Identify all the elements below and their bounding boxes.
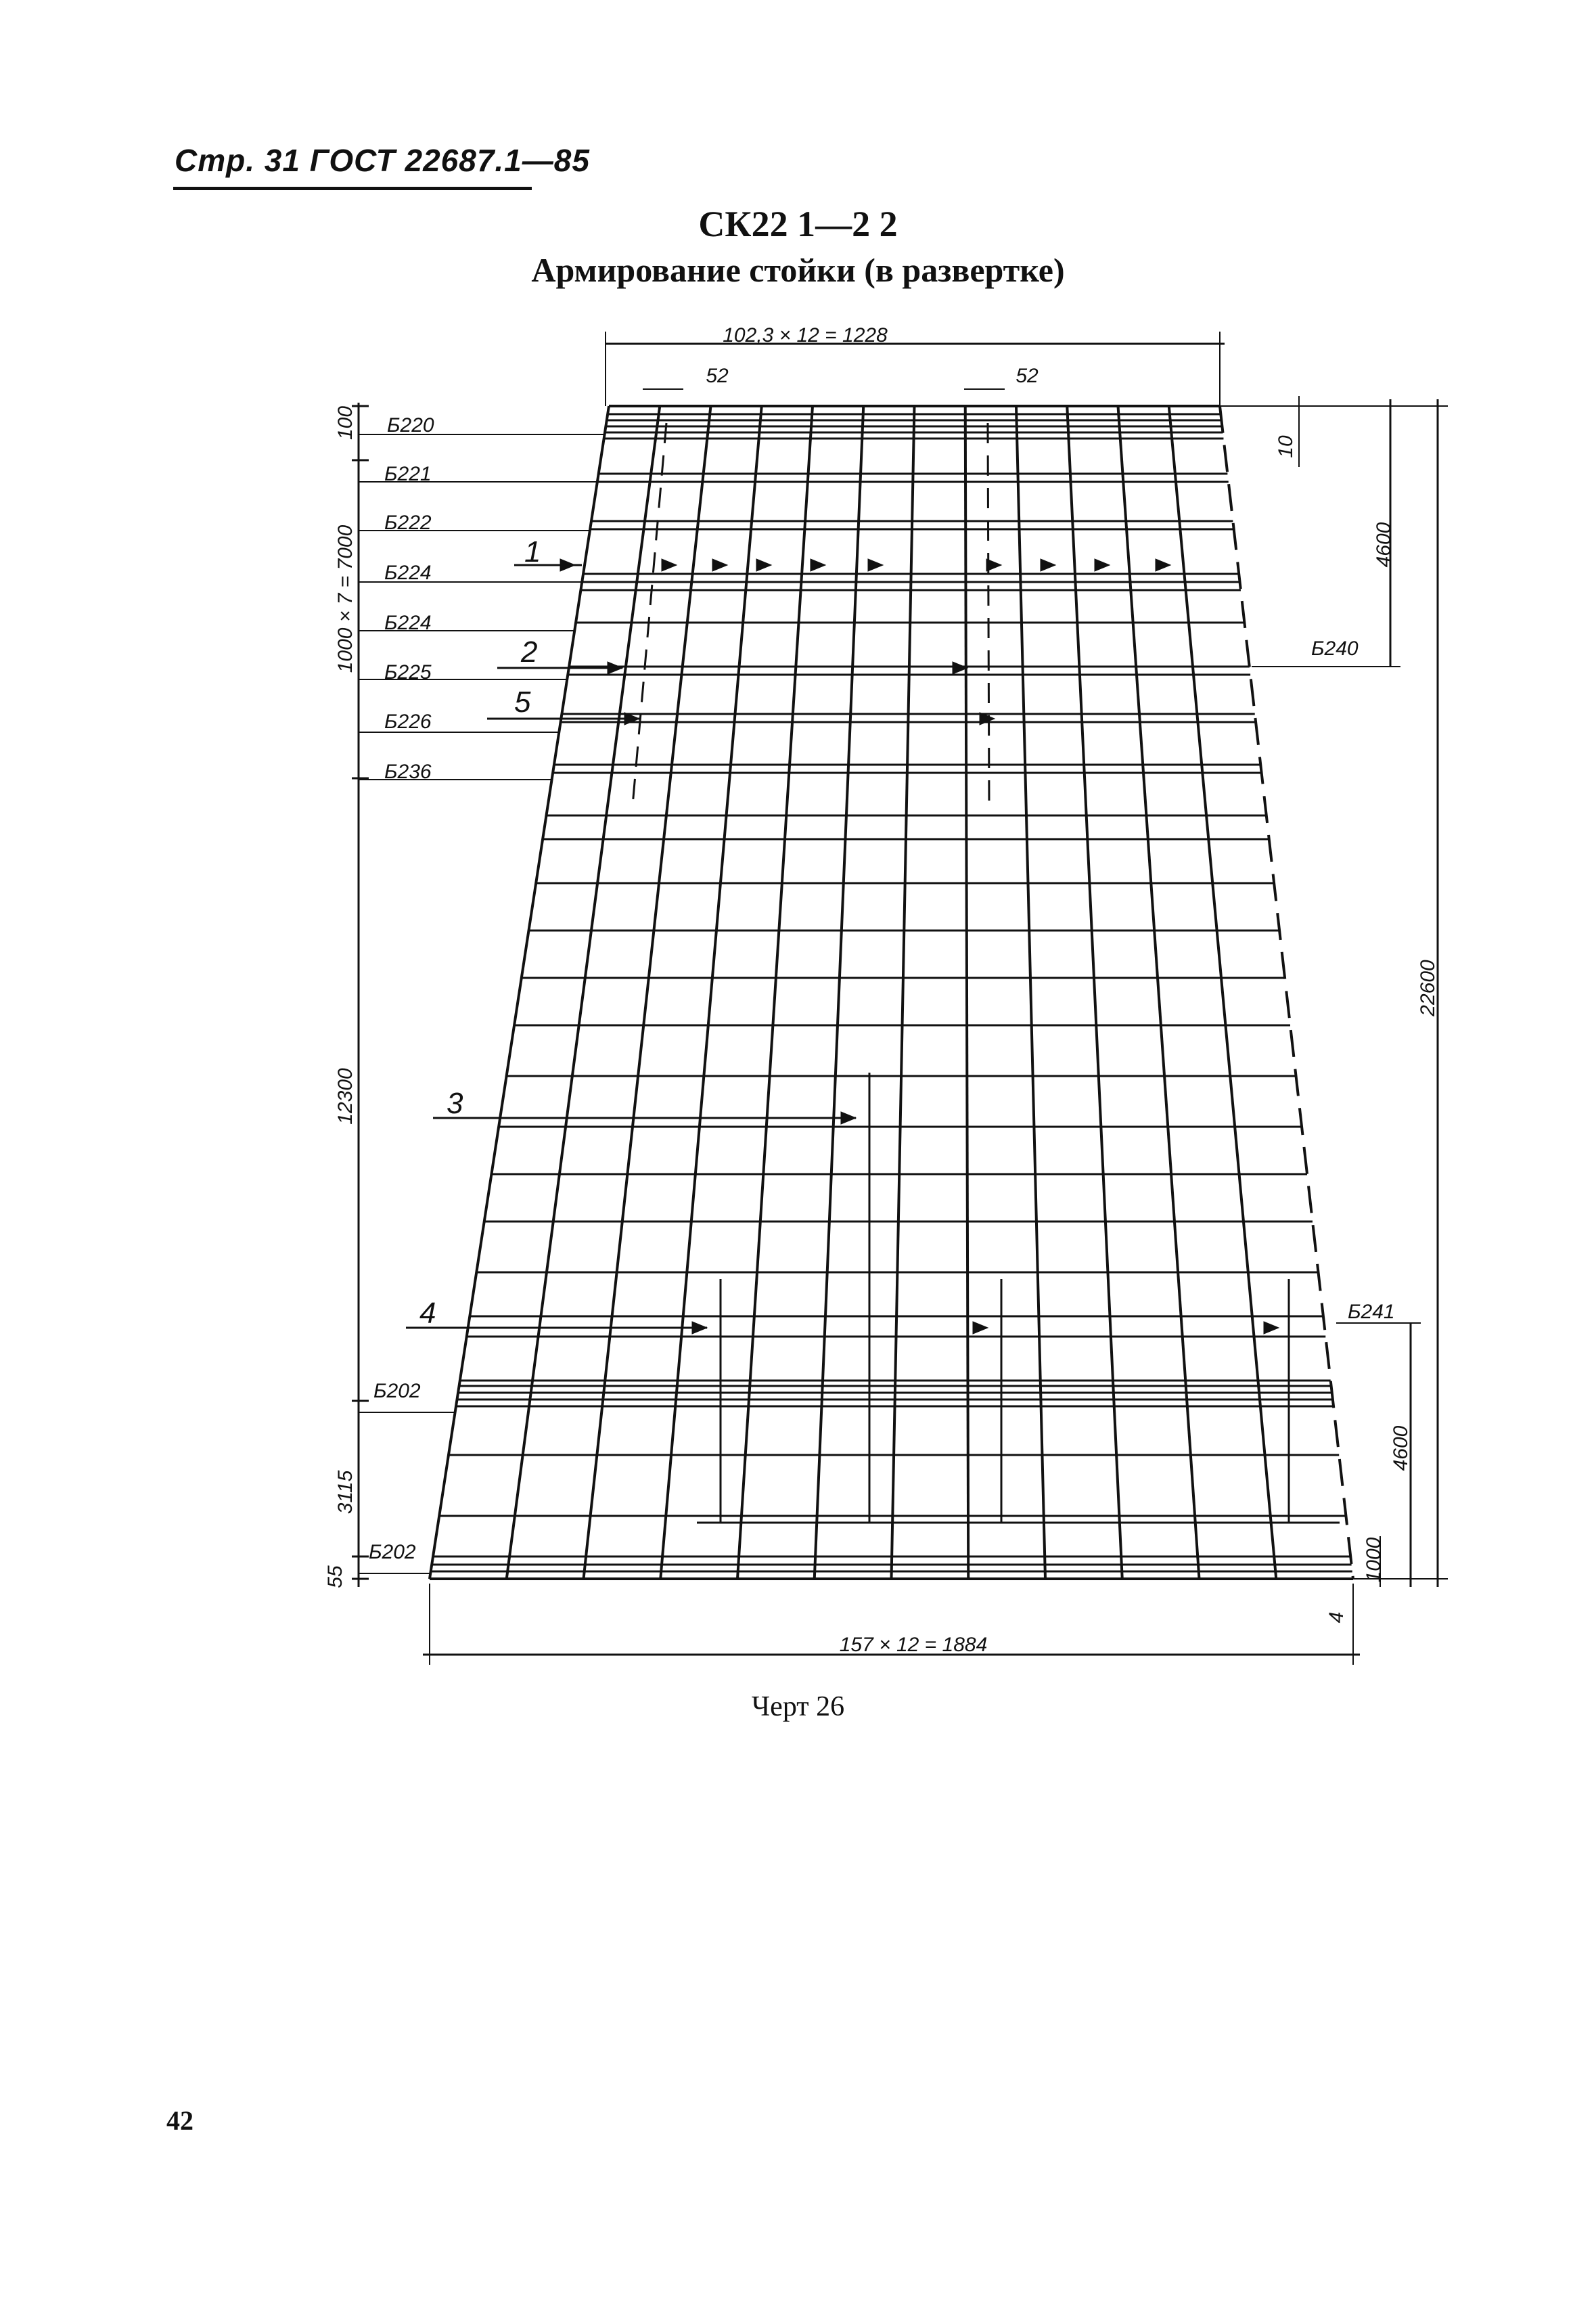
drawing-code: СК22 1—2 2 xyxy=(698,204,898,244)
rebar-label-b225: Б225 xyxy=(384,661,432,684)
rebar-label-b222: Б222 xyxy=(384,512,432,534)
position-arrow xyxy=(811,559,825,571)
drawing-title: Армирование стойки (в развертке) xyxy=(531,251,1065,289)
rebar-label-b240: Б240 xyxy=(1311,637,1359,660)
position-mark-1: 1 xyxy=(524,535,541,568)
dashed-bar-right xyxy=(988,423,989,805)
dim-left-top: 100 xyxy=(334,405,357,441)
rebar-label-b236: Б236 xyxy=(384,761,432,783)
dim-right-bottom: 4600 xyxy=(1390,1425,1412,1471)
position-mark-2: 2 xyxy=(521,635,538,669)
position-arrow xyxy=(756,559,771,571)
rebar-label-b221: Б221 xyxy=(384,463,432,485)
position-mark-4: 4 xyxy=(419,1297,436,1330)
position-arrow xyxy=(712,559,727,571)
dim-top-offset-left: 52 xyxy=(706,365,729,387)
position-arrow xyxy=(1095,559,1110,571)
dim-right-top: 4600 xyxy=(1373,522,1395,568)
page-number: 42 xyxy=(166,2105,193,2136)
rebar-label-b226: Б226 xyxy=(384,711,432,733)
position-arrow xyxy=(1041,559,1055,571)
dim-bottom-right-small: 4 xyxy=(1325,1611,1348,1623)
rebar-label-b202-top: Б202 xyxy=(373,1380,421,1402)
dim-bottom-width: 157 × 12 = 1884 xyxy=(839,1634,988,1656)
rebar-label-b220: Б220 xyxy=(387,414,434,436)
position-mark-3: 3 xyxy=(447,1087,463,1120)
position-arrow xyxy=(973,1322,988,1334)
dim-left-lower: 3115 xyxy=(334,1470,357,1515)
dim-right-top-small: 10 xyxy=(1275,435,1297,458)
dim-top-offset-right: 52 xyxy=(1016,365,1039,387)
dim-right-total: 22600 xyxy=(1417,960,1439,1016)
rebar-label-b202-bottom: Б202 xyxy=(369,1541,416,1563)
dim-left-bottom: 55 xyxy=(324,1565,346,1588)
dim-top-width: 102,3 × 12 = 1228 xyxy=(723,324,888,346)
dim-right-bottom-small: 1000 xyxy=(1363,1537,1385,1583)
position-arrow xyxy=(986,559,1001,571)
dim-left-middle: 12300 xyxy=(334,1068,357,1125)
position-arrow xyxy=(662,559,677,571)
annotations-group xyxy=(352,332,1448,1665)
rebar-label-b241: Б241 xyxy=(1348,1301,1395,1323)
page-header: Стр. 31 ГОСТ 22687.1—85 xyxy=(175,143,590,178)
position-mark-5: 5 xyxy=(514,686,531,719)
position-arrow xyxy=(1156,559,1170,571)
position-arrow xyxy=(1264,1322,1279,1334)
rebar-label-b224a: Б224 xyxy=(384,562,432,584)
rebar-label-b224b: Б224 xyxy=(384,612,432,634)
position-arrow xyxy=(868,559,883,571)
figure-caption: Черт 26 xyxy=(751,1691,845,1722)
dim-left-upper: 1000 × 7 = 7000 xyxy=(334,524,357,673)
